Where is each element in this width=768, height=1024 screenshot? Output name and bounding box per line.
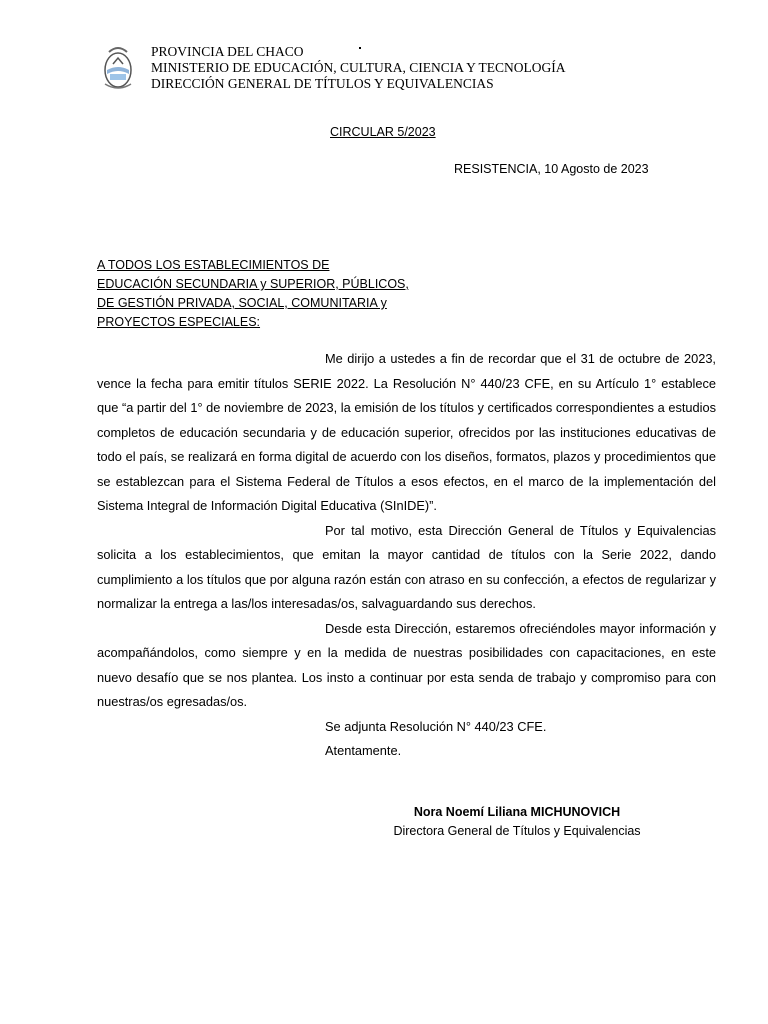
province-crest-icon	[100, 44, 136, 92]
addressee-line: DE GESTIÓN PRIVADA, SOCIAL, COMUNITARIA y	[97, 296, 387, 310]
body-paragraph: Me dirijo a ustedes a fin de recordar que el 31 de octubre de 2023, vence la fecha para emitir títulos SERIE 2022. La Resolución N° 440/23 CFE, en su Artículo 1° establece que “a partir del 1° de noviembre de 2023, la emisión de los títulos y certificados correspondientes a estudios completos de educación secundaria y de educación superior, ofrecidos por las instituciones educativas de todo el país, se realizará en forma digital de acuerdo con los diseños, formatos, plazos y procedimientos que se establezcan para el Sistema Federal de Títulos a esos efectos, en el marco de la implementación del Sistema Integral de Información Digital Educativa (SInIDE)”.	[97, 351, 716, 513]
attachment-note: Se adjunta Resolución N° 440/23 CFE.	[325, 718, 547, 734]
signatory-name: Nora Noemí Liliana MICHUNOVICH	[413, 805, 621, 819]
letter-body	[97, 347, 716, 764]
stray-mark	[359, 47, 361, 49]
signatory-title: Directora General de Títulos y Equivalencias	[393, 824, 641, 838]
body-paragraph: Desde esta Dirección, estaremos ofreciéndoles mayor información y acompañándolos, como siempre y en la medida de nuestras posibilidades con capacitaciones, en este nuevo desafío que se nos plantea. Los insto a continuar por esta senda de trabajo y compromiso para con nuestras/os egresadas/os.	[97, 620, 716, 709]
letterhead	[151, 44, 566, 92]
addressee-block	[97, 256, 409, 332]
date-line: RESISTENCIA, 10 Agosto de 2023	[454, 162, 649, 176]
body-paragraph: Por tal motivo, esta Dirección General de Títulos y Equivalencias solicita a los establecimientos, que emitan la mayor cantidad de títulos con la Serie 2022, dando cumplimiento a los títulos que por alguna razón están con atraso en su confección, a efectos de regularizar y normalizar la entrega a las/los interesadas/os, salvaguardando sus derechos.	[97, 522, 716, 611]
closing-salutation: Atentamente.	[325, 743, 402, 758]
letterhead-province: PROVINCIA DEL CHACO	[151, 44, 304, 59]
signature-block	[380, 803, 654, 841]
circular-number: CIRCULAR 5/2023	[330, 125, 436, 139]
addressee-line: EDUCACIÓN SECUNDARIA y SUPERIOR, PÚBLICOS,	[97, 277, 409, 291]
addressee-line: PROYECTOS ESPECIALES:	[97, 315, 261, 329]
letterhead-ministry: MINISTERIO DE EDUCACIÓN, CULTURA, CIENCIA Y TECNOLOGÍA	[151, 60, 566, 75]
letterhead-directorate: DIRECCIÓN GENERAL DE TÍTULOS Y EQUIVALENCIAS	[151, 76, 494, 91]
addressee-line: A TODOS LOS ESTABLECIMIENTOS DE	[97, 258, 330, 272]
